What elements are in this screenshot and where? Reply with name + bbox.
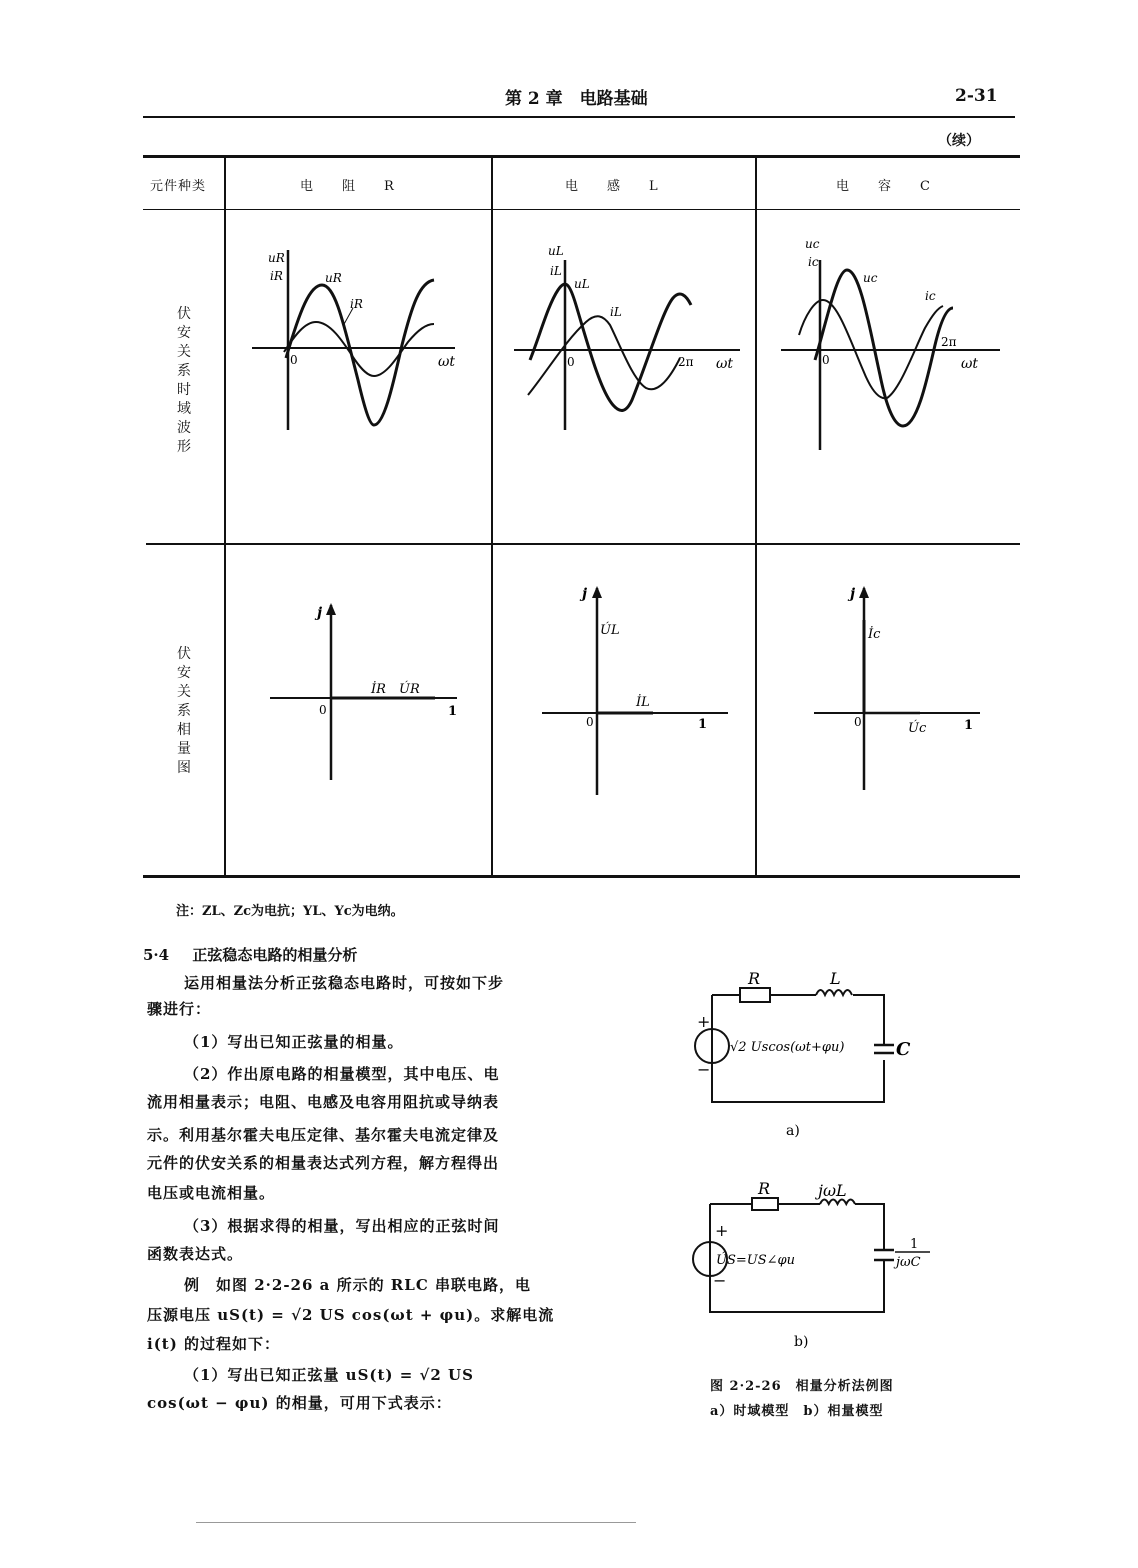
page-number: 2-31 xyxy=(955,86,998,106)
curve-uL xyxy=(530,284,691,410)
axis-label-iR: iR xyxy=(270,269,283,283)
header-rule xyxy=(143,116,1015,118)
para-line: 电压或电流相量。 xyxy=(147,1184,276,1202)
phasor-capacitor xyxy=(812,580,1002,795)
col-head-resistor: 电 阻 R xyxy=(300,179,395,194)
para-line: 运用相量法分析正弦稳态电路时，可按如下步 xyxy=(184,974,505,992)
para-line: 骤进行： xyxy=(147,1000,212,1018)
real-unit-label: 1 xyxy=(698,717,708,732)
col-divider-2 xyxy=(491,158,493,875)
label-c-denominator: jωC xyxy=(896,1255,921,1270)
table-head-rule xyxy=(143,209,1020,210)
row-label-waveform: 伏 安 关 系 时 域 波 形 xyxy=(177,306,191,455)
origin-label: 0 xyxy=(567,355,575,369)
axis-label-uR: uR xyxy=(268,251,285,265)
para-line: cos(ωt − φu) 的相量，可用下式表示： xyxy=(147,1394,452,1412)
label-uR: uR xyxy=(325,271,342,285)
two-pi-label: 2π xyxy=(941,335,957,349)
phasor-label-ic: İc xyxy=(868,627,881,642)
phasor-label-uR: ÚR xyxy=(399,682,420,697)
col-head-inductor: 电 感 L xyxy=(565,179,659,194)
label-L: L xyxy=(830,969,841,988)
x-axis-label: ωt xyxy=(716,356,734,372)
source-expression: ÚS=US∠φu xyxy=(716,1253,795,1268)
label-ic: ic xyxy=(925,289,936,303)
col-divider-1 xyxy=(224,158,226,875)
para-line: （2）作出原电路的相量模型，其中电压、电 xyxy=(184,1065,500,1083)
section-heading xyxy=(143,944,357,965)
phasor-label-iR: İR xyxy=(371,682,386,697)
origin-label: 0 xyxy=(319,703,327,717)
label-R: R xyxy=(758,1179,771,1198)
real-unit-label: 1 xyxy=(964,718,974,733)
phasor-label-iL: İL xyxy=(636,695,650,710)
x-axis-label: ωt xyxy=(438,354,456,370)
phasor-label-uL: ÚL xyxy=(600,623,620,638)
label-c-numerator: 1 xyxy=(910,1237,919,1252)
row-label-phasor: 伏 安 关 系 相 量 图 xyxy=(177,646,191,776)
axis-label-iL: iL xyxy=(550,264,562,278)
table-note: 注：ZL、Zc为电抗；YL、Yc为电纳。 xyxy=(176,904,404,919)
para-line: （1）写出已知正弦量的相量。 xyxy=(184,1033,404,1051)
table-top-rule xyxy=(143,155,1020,158)
label-C: C xyxy=(896,1039,911,1060)
figure-caption-sub: a）时域模型 b）相量模型 xyxy=(710,1404,884,1419)
phasor-resistor xyxy=(265,595,470,785)
imag-axis-label: j xyxy=(850,586,856,602)
x-axis-label: ωt xyxy=(961,356,979,372)
chapter-title: 第 2 章 电路基础 xyxy=(505,89,648,109)
waveform-inductor xyxy=(508,230,748,440)
table-bottom-rule xyxy=(143,875,1020,878)
para-line: （1）写出已知正弦量 uS(t) = √2 US xyxy=(184,1366,474,1384)
para-line: 函数表达式。 xyxy=(147,1245,244,1263)
section-title: 正弦稳态电路的相量分析 xyxy=(192,946,358,964)
para-line: 示。利用基尔霍夫电压定律、基尔霍夫电流定律及 xyxy=(147,1126,500,1144)
origin-label: 0 xyxy=(822,353,830,367)
waveform-capacitor xyxy=(775,230,1010,460)
resistor-R xyxy=(740,988,770,1002)
phasor-inductor xyxy=(538,580,738,800)
two-pi-label: 2π xyxy=(678,355,694,369)
para-line: （3）根据求得的相量，写出相应的正弦时间 xyxy=(184,1217,500,1235)
label-minus: − xyxy=(697,1060,711,1079)
scan-artifact-line xyxy=(196,1522,636,1523)
label-jwL: jωL xyxy=(818,1181,847,1200)
imag-axis-label: j xyxy=(317,605,323,621)
para-line: 例 如图 2·2-26 a 所示的 RLC 串联电路，电 xyxy=(184,1276,531,1294)
origin-label: 0 xyxy=(586,715,594,729)
real-unit-label: 1 xyxy=(448,704,458,719)
inductor-jwL xyxy=(820,1200,855,1205)
para-line: 元件的伏安关系的相量表达式列方程，解方程得出 xyxy=(147,1154,500,1172)
phasor-label-uc: Úc xyxy=(908,721,927,736)
label-R: R xyxy=(748,969,761,988)
col-divider-3 xyxy=(755,158,757,875)
axis-label-uc: uc xyxy=(805,237,820,251)
inductor-L xyxy=(816,990,852,995)
label-iR: iR xyxy=(350,297,363,311)
subfigure-label-b: b) xyxy=(794,1334,809,1350)
col-label: 元件种类 xyxy=(150,179,207,194)
para-line: 压源电压 uS(t) = √2 US cos(ωt + φu)。求解电流 xyxy=(147,1306,555,1324)
table-row-rule xyxy=(146,543,1020,545)
label-uc: uc xyxy=(863,271,878,285)
label-plus: + xyxy=(697,1012,711,1031)
axis-label-uL: uL xyxy=(548,244,564,258)
label-minus: − xyxy=(713,1271,727,1290)
origin-label: 0 xyxy=(290,353,298,367)
label-uL: uL xyxy=(574,277,590,291)
circuit-a xyxy=(688,965,948,1145)
source-expression: √2 Uscos(ωt+φu) xyxy=(730,1040,845,1055)
table-continued: （续） xyxy=(938,133,980,149)
axis-label-ic: ic xyxy=(808,255,819,269)
label-iL: iL xyxy=(610,305,622,319)
circuit-b xyxy=(686,1178,946,1356)
subfigure-label-a: a) xyxy=(786,1123,800,1139)
label-plus: + xyxy=(715,1221,729,1240)
origin-label: 0 xyxy=(854,715,862,729)
figure-caption: 图 2·2-26 相量分析法例图 xyxy=(710,1379,894,1394)
imag-axis-label: j xyxy=(582,586,588,602)
para-line: i(t) 的过程如下： xyxy=(147,1335,281,1353)
col-head-capacitor: 电 容 C xyxy=(836,179,931,194)
para-line: 流用相量表示；电阻、电感及电容用阻抗或导纳表 xyxy=(147,1093,500,1111)
resistor-R xyxy=(752,1198,778,1210)
section-number: 5·4 xyxy=(143,946,170,964)
waveform-resistor xyxy=(240,230,470,440)
